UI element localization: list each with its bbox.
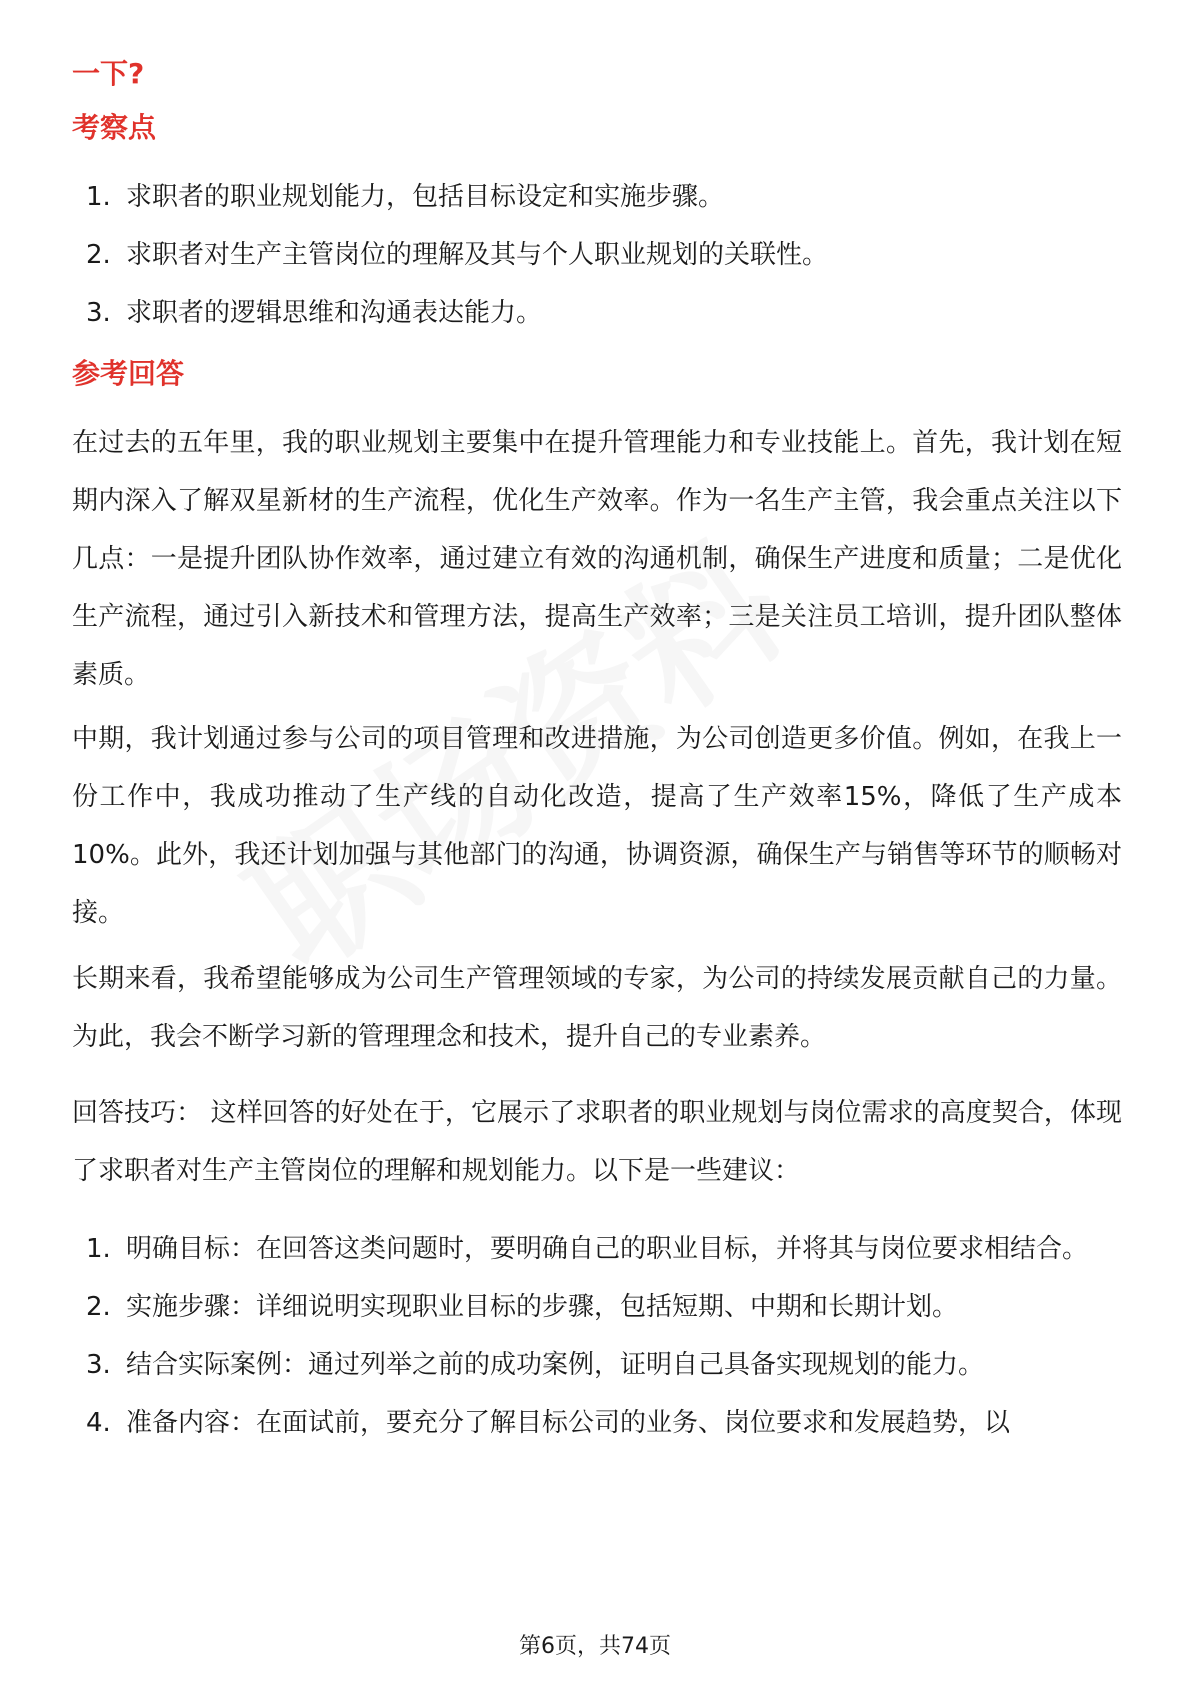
answer-tips-intro: 回答技巧： 这样回答的好处在于，它展示了求职者的职业规划与岗位需求的高度契合，体现了求职者对生产主管岗位的理解和规划能力。以下是一些建议： xyxy=(72,1098,1122,1186)
list-item-text: 准备内容：在面试前，要充分了解目标公司的业务、岗位要求和发展趋势，以 xyxy=(126,1408,1011,1438)
list-item xyxy=(72,1394,1122,1452)
list-item xyxy=(72,1336,1122,1394)
list-item-text: 求职者对生产主管岗位的理解及其与个人职业规划的关联性。 xyxy=(126,240,829,270)
list-item xyxy=(72,1278,1122,1336)
list-number: 3. xyxy=(86,1350,111,1380)
exam-points-list xyxy=(72,168,1122,342)
list-item-text: 实施步骤：详细说明实现职业目标的步骤，包括短期、中期和长期计划。 xyxy=(126,1292,959,1322)
answer-paragraph-1: 在过去的五年里，我的职业规划主要集中在提升管理能力和专业技能上。首先，我计划在短期内深入了解双星新材的生产流程，优化生产效率。作为一名生产主管，我会重点关注以下几点：一是提升团队协作效率，通过建立有效的沟通机制，确保生产进度和质量；二是优化生产流程，通过引入新技术和管理方法，提高生产效率；三是关注员工培训，提升团队整体素质。 xyxy=(72,428,1122,690)
list-number: 1. xyxy=(86,182,111,212)
list-number: 2. xyxy=(86,1292,111,1322)
list-item xyxy=(72,168,1122,226)
list-item xyxy=(72,284,1122,342)
section-title-exam: 考察点 xyxy=(72,111,157,144)
list-number: 1. xyxy=(86,1234,111,1264)
answer-paragraph-3: 长期来看，我希望能够成为公司生产管理领域的专家，为公司的持续发展贡献自己的力量。为此，我会不断学习新的管理理念和技术，提升自己的专业素养。 xyxy=(72,964,1122,1052)
list-item xyxy=(72,1220,1122,1278)
list-item-text: 结合实际案例：通过列举之前的成功案例，证明自己具备实现规划的能力。 xyxy=(126,1350,985,1380)
page-footer: 第6页，共74页 xyxy=(519,1634,671,1659)
list-item-text: 求职者的逻辑思维和沟通表达能力。 xyxy=(126,298,543,328)
list-item-text: 求职者的职业规划能力，包括目标设定和实施步骤。 xyxy=(126,182,725,212)
list-item-text: 明确目标：在回答这类问题时，要明确自己的职业目标，并将其与岗位要求相结合。 xyxy=(126,1234,1089,1264)
list-item xyxy=(72,226,1122,284)
list-number: 4. xyxy=(86,1408,111,1438)
list-number: 2. xyxy=(86,240,111,270)
list-number: 3. xyxy=(86,298,111,328)
tips-list xyxy=(72,1220,1122,1452)
answer-paragraph-2: 中期，我计划通过参与公司的项目管理和改进措施，为公司创造更多价值。例如，在我上一份工作中，我成功推动了生产线的自动化改造，提高了生产效率15%，降低了生产成本10%。此外，我还计划加强与其他部门的沟通，协调资源，确保生产与销售等环节的顺畅对接。 xyxy=(72,724,1122,928)
section-title-answer: 参考回答 xyxy=(72,357,185,390)
top-heading: 一下? xyxy=(72,57,145,90)
